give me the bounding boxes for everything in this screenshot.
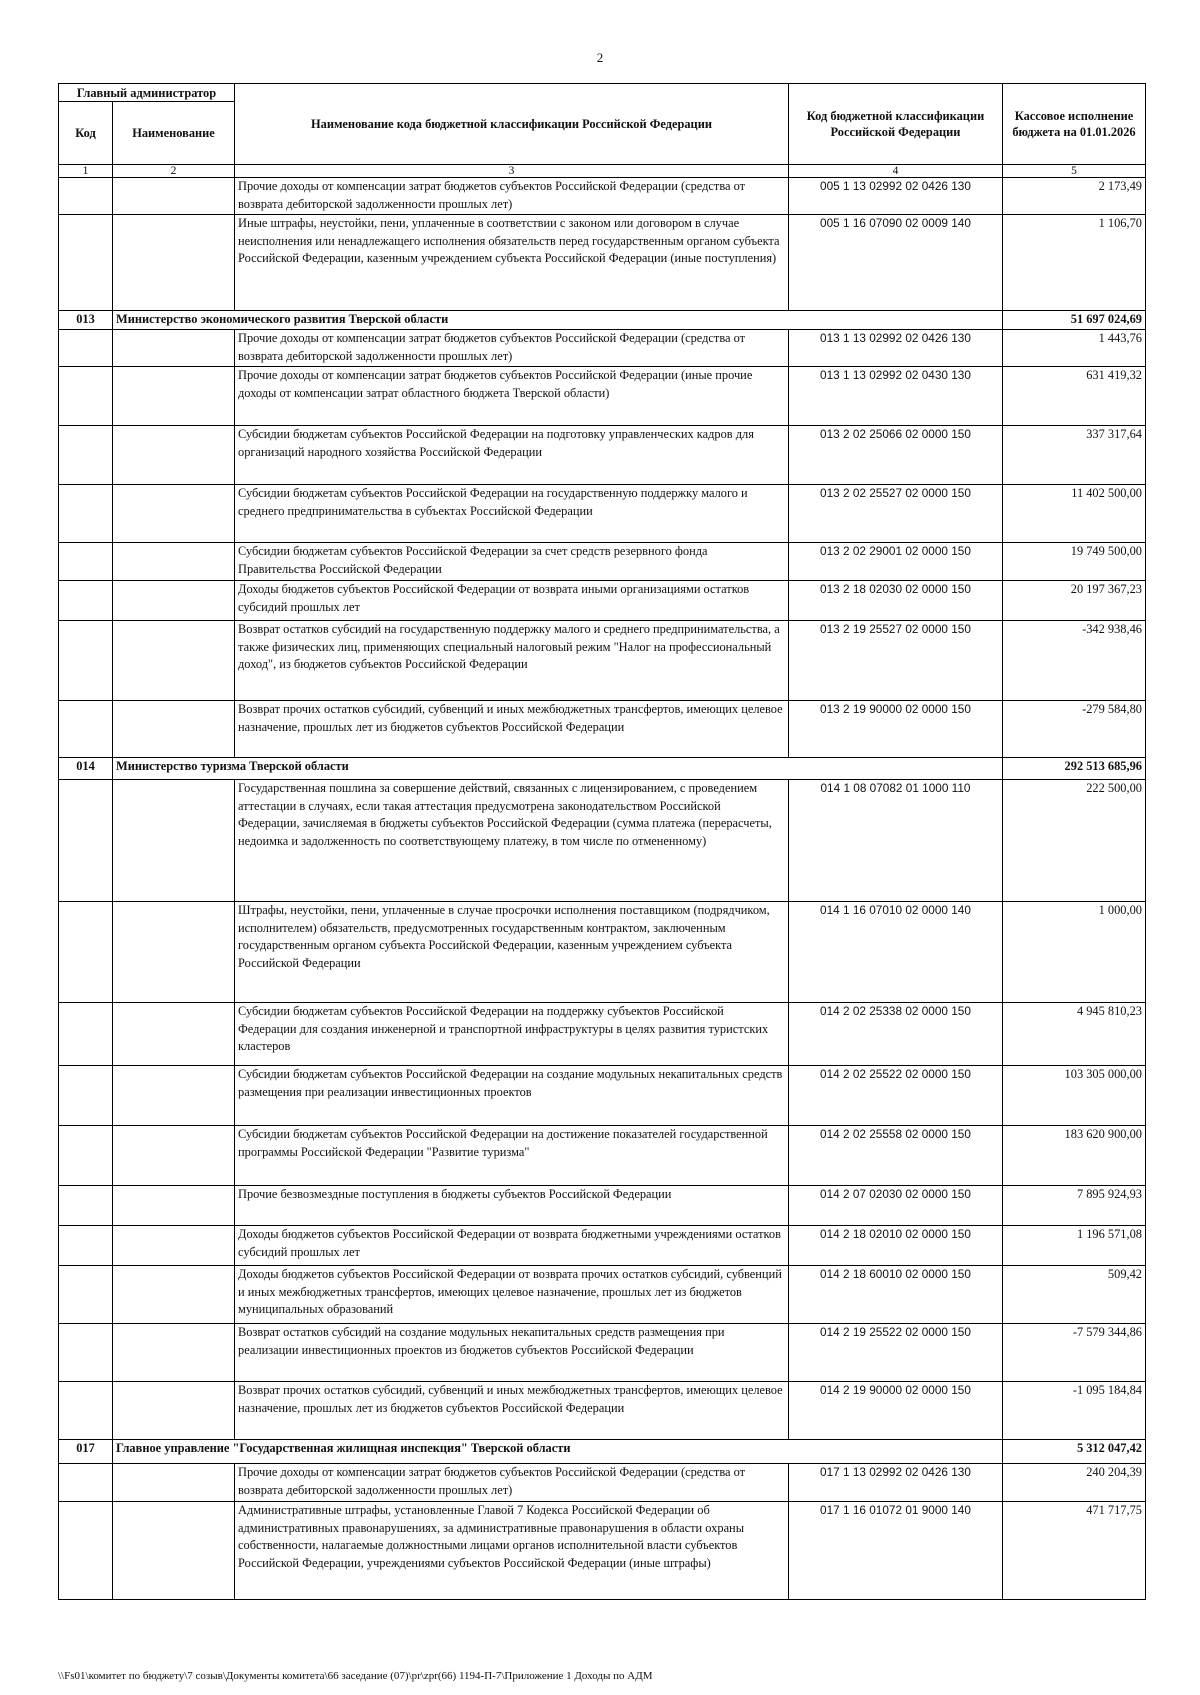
row-kbk: 014 1 08 07082 01 1000 110 (789, 780, 1003, 902)
row-amount: 19 749 500,00 (1003, 543, 1146, 581)
row-amount: -7 579 344,86 (1003, 1324, 1146, 1382)
row-amount: 11 402 500,00 (1003, 485, 1146, 543)
header-cash-execution: Кассовое исполнение бюджета на 01.01.2026 (1003, 84, 1146, 165)
column-number: 1 (59, 165, 113, 178)
row-description: Прочие доходы от компенсации затрат бюджетов субъектов Российской Федерации (средства от возврата дебиторской задолженности прошлых лет) (235, 330, 789, 367)
row-amount: 1 000,00 (1003, 902, 1146, 1003)
row-amount: 1 443,76 (1003, 330, 1146, 367)
table-row (59, 1126, 1146, 1186)
row-kbk: 005 1 13 02992 02 0426 130 (789, 178, 1003, 215)
row-kbk: 013 2 19 25527 02 0000 150 (789, 621, 1003, 701)
table-row (59, 902, 1146, 1003)
row-amount: 240 204,39 (1003, 1464, 1146, 1502)
column-number: 3 (235, 165, 789, 178)
table-row (59, 367, 1146, 426)
row-amount: 509,42 (1003, 1266, 1146, 1324)
admin-total: 51 697 024,69 (1003, 311, 1146, 330)
row-kbk: 014 2 19 25522 02 0000 150 (789, 1324, 1003, 1382)
row-kbk: 014 2 02 25558 02 0000 150 (789, 1126, 1003, 1186)
table-row (59, 621, 1146, 701)
admin-group-row (59, 758, 1146, 780)
row-description: Субсидии бюджетам субъектов Российской Федерации на достижение показателей государственной программы Российской Федерации "Развитие туризма" (235, 1126, 789, 1186)
column-number: 4 (789, 165, 1003, 178)
table-row (59, 780, 1146, 902)
row-kbk: 013 1 13 02992 02 0426 130 (789, 330, 1003, 367)
admin-total: 5 312 047,42 (1003, 1440, 1146, 1464)
row-description: Субсидии бюджетам субъектов Российской Федерации на подготовку управленческих кадров для организаций народного хозяйства Российской Федерации (235, 426, 789, 485)
page-number: 2 (596, 50, 604, 65)
admin-code: 014 (59, 758, 113, 780)
header-name: Наименование (113, 102, 235, 165)
row-kbk: 013 1 13 02992 02 0430 130 (789, 367, 1003, 426)
header-admin-group: Главный администратор (59, 84, 235, 102)
row-description: Доходы бюджетов субъектов Российской Федерации от возврата прочих остатков субсидий, субвенций и иных межбюджетных трансфертов, имеющих целевое назначение, прошлых лет из бюджетов муниципальных образований (235, 1266, 789, 1324)
row-description: Иные штрафы, неустойки, пени, уплаченные в соответствии с законом или договором в случае неисполнения или ненадлежащего исполнения обязательств перед государственным органом субъекта Российской Федерации, казенным учреждением субъекта Российской Федерации (иные поступления) (235, 215, 789, 311)
admin-name: Министерство экономического развития Тверской области (113, 311, 1003, 330)
row-description: Административные штрафы, установленные Главой 7 Кодекса Российской Федерации об административных правонарушениях, за административные правонарушения в области охраны собственности, налагаемые должностными лицами органов исполнительной власти субъектов Российской Федерации, учреждениями субъектов Российской Федерации (иные штрафы) (235, 1502, 789, 1600)
row-kbk: 013 2 02 25066 02 0000 150 (789, 426, 1003, 485)
row-kbk: 017 1 16 01072 01 9000 140 (789, 1502, 1003, 1600)
row-kbk: 014 2 02 25522 02 0000 150 (789, 1066, 1003, 1126)
admin-name: Министерство туризма Тверской области (113, 758, 1003, 780)
table-row (59, 543, 1146, 581)
column-number-row (59, 165, 1146, 178)
table-row (59, 581, 1146, 621)
admin-code: 013 (59, 311, 113, 330)
table-row (59, 1324, 1146, 1382)
table-row (59, 215, 1146, 311)
column-number: 2 (113, 165, 235, 178)
row-description: Субсидии бюджетам субъектов Российской Федерации за счет средств резервного фонда Правительства Российской Федерации (235, 543, 789, 581)
table-row (59, 1266, 1146, 1324)
row-description: Возврат остатков субсидий на создание модульных некапитальных средств размещения при реализации инвестиционных проектов из бюджетов субъектов Российской Федерации (235, 1324, 789, 1382)
row-amount: 20 197 367,23 (1003, 581, 1146, 621)
file-path-footer: \\Fs01\комитет по бюджету\7 созыв\Документы комитета\66 заседание (07)\pr\zpr(66) 1194-П-7\Приложение 1 Доходы по АДМ (58, 1670, 653, 1682)
row-kbk: 005 1 16 07090 02 0009 140 (789, 215, 1003, 311)
row-amount: -1 095 184,84 (1003, 1382, 1146, 1440)
row-kbk: 014 2 18 60010 02 0000 150 (789, 1266, 1003, 1324)
table-row (59, 1502, 1146, 1600)
admin-name: Главное управление "Государственная жилищная инспекция" Тверской области (113, 1440, 1003, 1464)
row-description: Субсидии бюджетам субъектов Российской Федерации на государственную поддержку малого и среднего предпринимательства в субъектах Российской Федерации (235, 485, 789, 543)
table-row (59, 485, 1146, 543)
table-row (59, 1003, 1146, 1066)
table-row (59, 330, 1146, 367)
row-kbk: 017 1 13 02992 02 0426 130 (789, 1464, 1003, 1502)
row-description: Штрафы, неустойки, пени, уплаченные в случае просрочки исполнения поставщиком (подрядчиком, исполнителем) обязательств, предусмотренных государственным контрактом, заключенным государственным органом субъекта Российской Федерации, казенным учреждением субъекта Российской Федерации (235, 902, 789, 1003)
table-row (59, 1226, 1146, 1266)
row-description: Возврат остатков субсидий на государственную поддержку малого и среднего предпринимательства, а также физических лиц, применяющих специальный налоговый режим "Налог на профессиональный доход", из бюджетов субъектов Российской Федерации (235, 621, 789, 701)
row-amount: 1 196 571,08 (1003, 1226, 1146, 1266)
row-description: Доходы бюджетов субъектов Российской Федерации от возврата бюджетными учреждениями остатков субсидий прошлых лет (235, 1226, 789, 1266)
table-row (59, 1464, 1146, 1502)
table-row (59, 1186, 1146, 1226)
row-kbk: 013 2 02 25527 02 0000 150 (789, 485, 1003, 543)
admin-group-row (59, 311, 1146, 330)
table-row (59, 178, 1146, 215)
column-number: 5 (1003, 165, 1146, 178)
row-description: Государственная пошлина за совершение действий, связанных с лицензированием, с проведением аттестации в случаях, если такая аттестация предусмотрена законодательством Российской Федерации, зачисляемая в бюджеты субъектов Российской Федерации (сумма платежа (перерасчеты, недоимка и задолженность по соответствующему платежу, в том числе по отмененному) (235, 780, 789, 902)
row-amount: 183 620 900,00 (1003, 1126, 1146, 1186)
row-kbk: 014 2 07 02030 02 0000 150 (789, 1186, 1003, 1226)
row-amount: 471 717,75 (1003, 1502, 1146, 1600)
row-description: Доходы бюджетов субъектов Российской Федерации от возврата иными организациями остатков субсидий прошлых лет (235, 581, 789, 621)
revenue-table (58, 83, 1146, 1600)
table-row (59, 1382, 1146, 1440)
row-kbk: 014 2 19 90000 02 0000 150 (789, 1382, 1003, 1440)
row-amount: 2 173,49 (1003, 178, 1146, 215)
row-amount: 103 305 000,00 (1003, 1066, 1146, 1126)
row-description: Прочие доходы от компенсации затрат бюджетов субъектов Российской Федерации (средства от возврата дебиторской задолженности прошлых лет) (235, 178, 789, 215)
row-description: Прочие доходы от компенсации затрат бюджетов субъектов Российской Федерации (средства от возврата дебиторской задолженности прошлых лет) (235, 1464, 789, 1502)
row-description: Прочие безвозмездные поступления в бюджеты субъектов Российской Федерации (235, 1186, 789, 1226)
row-amount: -279 584,80 (1003, 701, 1146, 758)
table-row (59, 1066, 1146, 1126)
admin-code: 017 (59, 1440, 113, 1464)
row-amount: 222 500,00 (1003, 780, 1146, 902)
table-row (59, 701, 1146, 758)
row-kbk: 014 1 16 07010 02 0000 140 (789, 902, 1003, 1003)
row-description: Субсидии бюджетам субъектов Российской Федерации на создание модульных некапитальных средств размещения при реализации инвестиционных проектов (235, 1066, 789, 1126)
header-kbk-code: Код бюджетной классификации Российской Федерации (789, 84, 1003, 165)
table-row (59, 426, 1146, 485)
row-kbk: 014 2 02 25338 02 0000 150 (789, 1003, 1003, 1066)
admin-group-row (59, 1440, 1146, 1464)
admin-total: 292 513 685,96 (1003, 758, 1146, 780)
row-description: Прочие доходы от компенсации затрат бюджетов субъектов Российской Федерации (иные прочие доходы от компенсации затрат областного бюджета Тверской области) (235, 367, 789, 426)
row-kbk: 014 2 18 02010 02 0000 150 (789, 1226, 1003, 1266)
row-amount: 631 419,32 (1003, 367, 1146, 426)
row-kbk: 013 2 19 90000 02 0000 150 (789, 701, 1003, 758)
row-kbk: 013 2 02 29001 02 0000 150 (789, 543, 1003, 581)
row-amount: -342 938,46 (1003, 621, 1146, 701)
row-description: Возврат прочих остатков субсидий, субвенций и иных межбюджетных трансфертов, имеющих целевое назначение, прошлых лет из бюджетов субъектов Российской Федерации (235, 701, 789, 758)
header-kbk-name: Наименование кода бюджетной классификации Российской Федерации (235, 84, 789, 165)
row-description: Возврат прочих остатков субсидий, субвенций и иных межбюджетных трансфертов, имеющих целевое назначение, прошлых лет из бюджетов субъектов Российской Федерации (235, 1382, 789, 1440)
row-kbk: 013 2 18 02030 02 0000 150 (789, 581, 1003, 621)
row-amount: 7 895 924,93 (1003, 1186, 1146, 1226)
row-description: Субсидии бюджетам субъектов Российской Федерации на поддержку субъектов Российской Федерации для создания инженерной и транспортной инфраструктуры в целях развития туристских кластеров (235, 1003, 789, 1066)
row-amount: 4 945 810,23 (1003, 1003, 1146, 1066)
row-amount: 337 317,64 (1003, 426, 1146, 485)
row-amount: 1 106,70 (1003, 215, 1146, 311)
header-code: Код (59, 102, 113, 165)
